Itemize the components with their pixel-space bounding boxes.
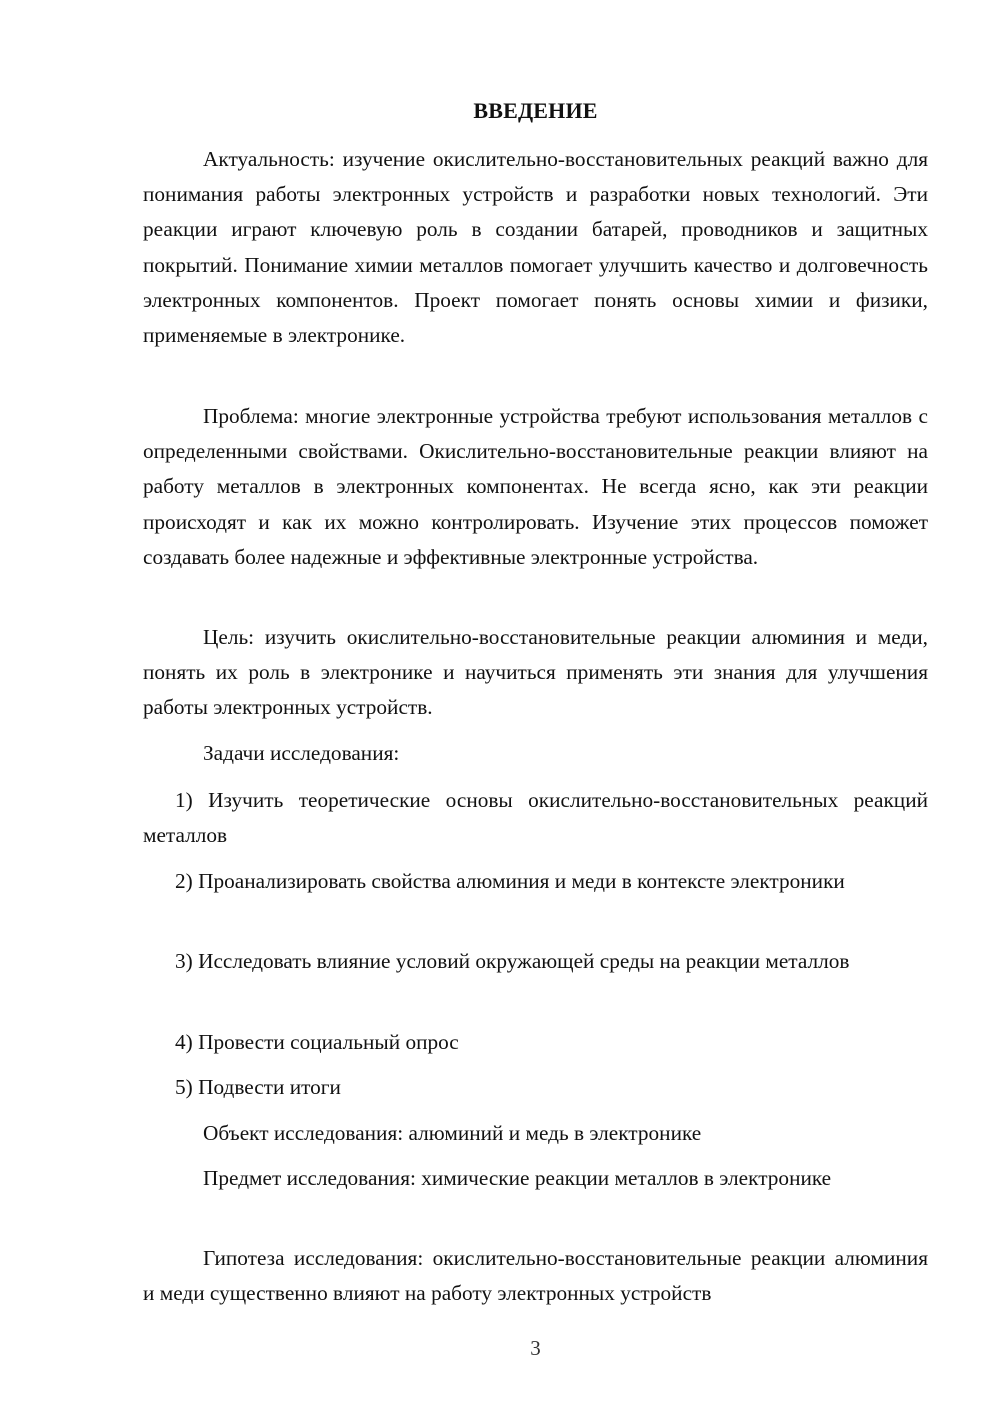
task-item-1: 1) Изучить теоретические основы окислительно-восстановительных реакций металлов [143,788,928,848]
paragraph-hypothesis: Гипотеза исследования: окислительно-восстановительные реакции алюминия и меди существенно влияют на работу электронных устройств [143,1246,928,1306]
task-item-3: 3) Исследовать влияние условий окружающей среды на реакции металлов [175,949,850,973]
task-item-2: 2) Проанализировать свойства алюминия и меди в контексте электроники [175,869,845,893]
document-page [143,0,928,1414]
paragraph-object: Объект исследования: алюминий и медь в электронике [203,1121,702,1145]
task-item-5: 5) Подвести итоги [175,1075,341,1099]
paragraph-goal: Цель: изучить окислительно-восстановительные реакции алюминия и меди, понять их роль в электронике и научиться применять эти знания для улучшения работы электронных устройств. [143,625,928,720]
tasks-heading: Задачи исследования: [203,741,400,765]
paragraph-subject: Предмет исследования: химические реакции металлов в электронике [203,1166,832,1190]
paragraph-relevance: Актуальность: изучение окислительно-восстановительных реакций важно для понимания работы электронных устройств и разработки новых технологий. Эти реакции играют ключевую роль в создании батарей, проводников и защитных покрытий. Понимание химии металлов помогает улучшить качество и долговечность электронных компонентов. Проект помогает понять основы химии и физики, применяемые в электронике. [143,147,928,348]
task-item-4: 4) Провести социальный опрос [175,1030,459,1054]
page-title: ВВЕДЕНИЕ [473,98,598,123]
paragraph-problem: Проблема: многие электронные устройства требуют использования металлов с определенными свойствами. Окислительно-восстановительные реакции влияют на работу металлов в электронных компонентах. Не всегда ясно, как эти реакции происходят и как их можно контролировать. Изучение этих процессов поможет создавать более надежные и эффективные электронные устройства. [143,404,928,569]
page-number: 3 [530,1336,541,1360]
